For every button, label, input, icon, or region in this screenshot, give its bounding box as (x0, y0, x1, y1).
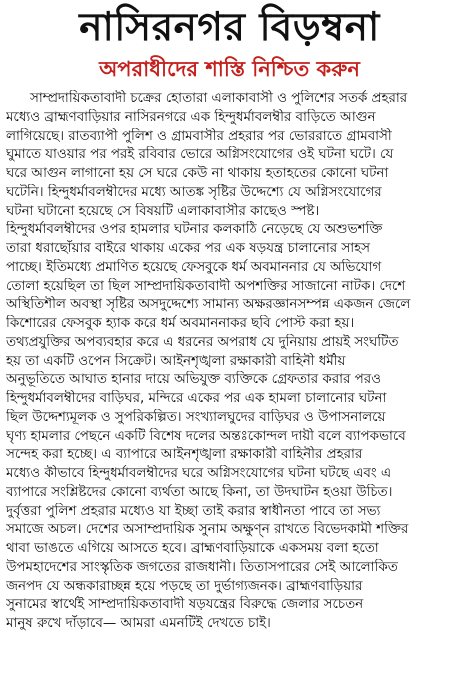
article-line: হিন্দুধর্মাবলম্বীদের বাড়িঘর, মন্দিরে একের পর এক হামলা চালানোর ঘটনা (6, 391, 387, 406)
article-line: জনপদ যে অন্ধকারাচ্ছন্ন হয়ে পড়ছে তা দুর্ভাগ্যজনক। ব্রাহ্মণবাড়িয়ার (6, 578, 363, 594)
article-line: ঘরে আগুন লাগানো হয় সে ঘরে কেউ না থাকায় হতাহতের কোনো ঘটনা (6, 166, 389, 181)
article-line: পাচ্ছে। ইতিমধ্যে প্রমাণিত হয়েছে ফেসবুকে ধর্ম অবমাননার যে অভিযোগ (6, 259, 382, 275)
article-line: সমাজে অচল। দেশের অসাম্প্রদায়িক সুনাম অক্ষুণ্ন রাখতে বিভেদকামী শক্তির (6, 522, 409, 538)
article-line: তারা ধরাছোঁয়ার বাইরে থাকায় একের পর এক ষড়যন্ত্র চালানোর সাহস (6, 241, 370, 256)
article-line: সুনামের স্বার্থেই সাম্প্রদায়িকতাবাদী ষড়যন্ত্রের বিরুদ্ধে জেলার সচেতন (6, 597, 364, 613)
article-line: কিশোরের ফেসবুক হ্যাক করে ধর্ম অবমাননাকর ছবি পোস্ট করা হয়। (6, 316, 355, 331)
article-line: সন্দেহ করা হচ্ছে। এ ব্যাপারে আইনশৃঙ্খলা রক্ষাকারী বাহিনীর প্রহরার (6, 447, 363, 463)
article-line: অনুভূতিতে আঘাত হানার দায়ে অভিযুক্ত ব্যক্তিকে গ্রেফতার করার পরও (6, 372, 381, 388)
article-line: অস্থিতিশীল অবস্থা সৃষ্টির অসদুদ্দেশ্যে সামান্য অক্ষরজ্ঞানসম্পন্ন একজন জেলে (6, 297, 411, 313)
article-line: তথ্যপ্রযুক্তির অপব্যবহার করে এ ধরনের অপরাধ যে দুনিয়ায় প্রায়ই সংঘটিত (6, 334, 399, 350)
article-line: ঘটনা ঘটানো হয়েছে সে বিষয়টি এলাকাবাসীর কাছেও স্পষ্ট। (6, 203, 320, 219)
article-line: ঘুমাতে যাওয়ার পর পরই রবিবার ভোরে অগ্নিসংযোগের ওই ঘটনা ঘটে। যে (6, 147, 394, 163)
article-line: ঘৃণ্য হামলার পেছনে একটি বিশেষ দলের অন্তঃকোন্দল দায়ী বলে ব্যাপকভাবে (6, 428, 406, 444)
article-line: হিন্দুধর্মাবলম্বীদের ওপর হামলার ঘটনার কলকাঠি নেড়েছে যে অশুভশক্তি (6, 222, 383, 238)
article-line: মানুষ রুখে দাঁড়াবে— আমরা এমনটিই দেখতে চাই। (6, 616, 271, 631)
headline: নাসিরনগর বিড়ম্বনা (79, 5, 380, 50)
article-line: লাগিয়েছে। রাতব্যাপী পুলিশ ও গ্রামবাসীর প্রহরার পর ভোররাতে গ্রামবাসী (6, 128, 392, 144)
article-line: হয় তা একটি ওপেন সিক্রেট। আইনশৃঙ্খলা রক্ষাকারী বাহিনী ধর্মীয় (6, 353, 346, 369)
article-line: ছিল উদ্দেশ্যমূলক ও সুপরিকল্পিত। সংখ্যালঘুদের বাড়িঘর ও উপাসনালয়ে (6, 409, 386, 425)
article-line: মধ্যেও কীভাবে হিন্দুধর্মাবলম্বীদের ঘরে অগ্নিসংযোগের ঘটনা ঘটছে এবং এ (6, 466, 392, 481)
article-line: তোলা হয়েছিল তা ছিল সাম্প্রদায়িকতাবাদী অপশক্তির সাজানো নাটক। দেশে (6, 278, 406, 294)
subheadline: অপরাধীদের শাস্তি নিশ্চিত করুন (99, 57, 360, 81)
article-line: ব্যাপারে সংশ্লিষ্টদের কোনো ব্যর্থতা আছে কিনা, তা উদঘাটন হওয়া উচিত। (6, 484, 393, 500)
article-line: দুর্বৃত্তরা পুলিশ প্রহরার মধ্যেও যা ইচ্ছা তাই করার স্বাধীনতা পাবে তা সভ্য (6, 503, 381, 519)
article-line: থাবা ভাঙতে এগিয়ে আসতে হবে। ব্রাহ্মণবাড়িয়াকে একসময় বলা হতো (6, 541, 379, 556)
article-line: উপমহাদেশের সাংস্কৃতিক জগতের রাজধানী। তিতাসপারের সেই আলোকিত (6, 559, 398, 575)
article-line: সাম্প্রদায়িকতাবাদী চক্রের হোতারা এলাকাবাসী ও পুলিশের সতর্ক প্রহরার (30, 91, 408, 106)
article-line: মধ্যেও ব্রাহ্মণবাড়িয়ার নাসিরনগরে এক হিন্দুধর্মাবলম্বীর বাড়িতে আগুন (6, 109, 376, 125)
article-body (6, 90, 453, 634)
article-line: ঘটেনি। হিন্দুধর্মাবলম্বীদের মধ্যে আতঙ্ক সৃষ্টির উদ্দেশ্যে যে অগ্নিসংযোগের (6, 184, 382, 200)
